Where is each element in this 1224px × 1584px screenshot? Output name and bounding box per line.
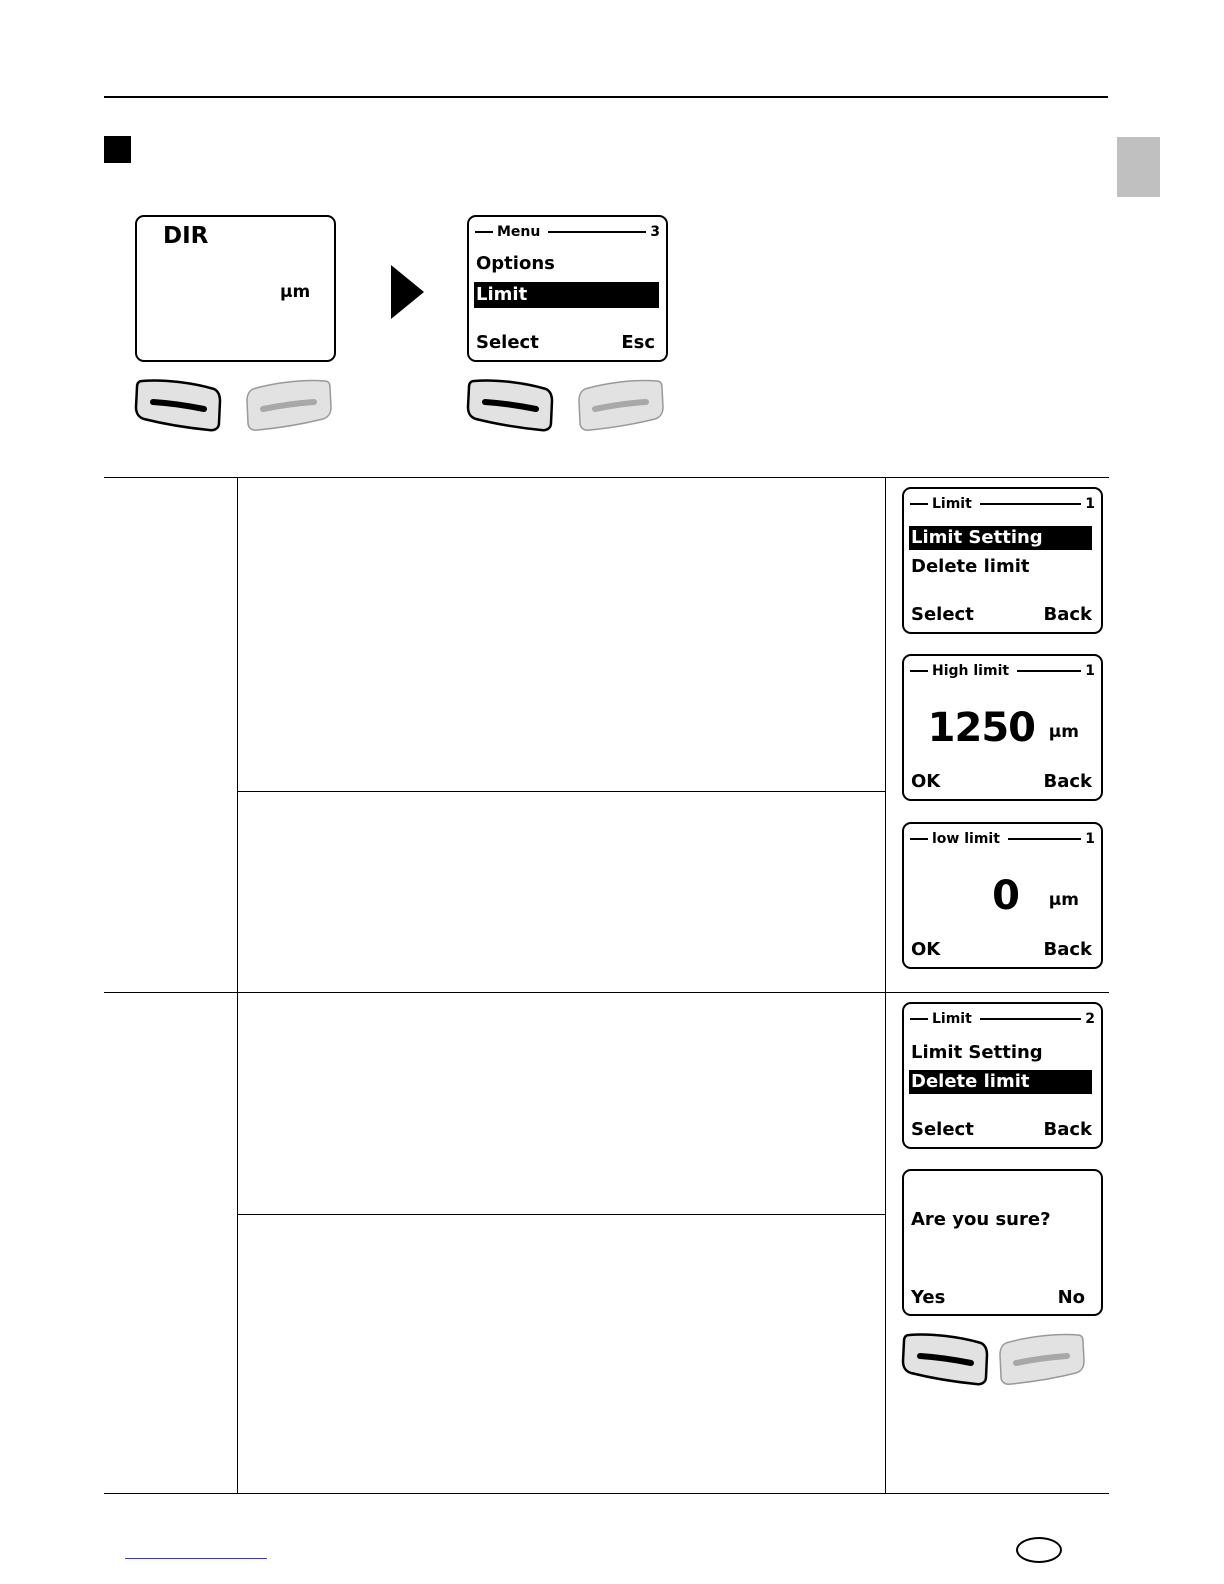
chapter-tab [1117, 137, 1160, 197]
menu-item-delete-limit-selected[interactable]: Delete limit [909, 1070, 1092, 1094]
table-bottom-rule [104, 1493, 1109, 1494]
high-limit-title: High limit [932, 663, 1010, 679]
high-limit-position: 1 [1085, 663, 1095, 679]
low-limit-value[interactable]: 0 [992, 873, 1020, 919]
table-row-split-2 [237, 1214, 885, 1215]
table-col-divider-right [885, 477, 886, 1494]
confirm-question: Are you sure? [911, 1209, 1051, 1230]
table-col-divider-left [237, 477, 238, 1494]
header-rule [104, 96, 1108, 98]
confirm-left-softkey-active[interactable] [901, 1331, 989, 1387]
confirm-right-softkey-inactive[interactable] [998, 1331, 1086, 1387]
high-limit-screen [902, 654, 1103, 801]
menu-item-delete-limit[interactable]: Delete limit [911, 556, 1030, 577]
low-limit-title: low limit [932, 831, 1000, 847]
limit-menu-title: Limit [932, 496, 972, 512]
soft-label-back: Back [1043, 771, 1092, 792]
menu-right-softkey-inactive[interactable] [577, 377, 665, 433]
soft-label-select: Select [911, 1119, 974, 1140]
next-arrow-icon [391, 265, 425, 319]
menu-screen [467, 215, 668, 362]
menu-item-options[interactable]: Options [476, 253, 555, 274]
menu-title: Menu [497, 224, 541, 240]
high-limit-unit: µm [1048, 722, 1079, 742]
soft-label-yes: Yes [911, 1287, 946, 1308]
left-softkey-active[interactable] [134, 377, 222, 433]
soft-label-back: Back [1043, 604, 1092, 625]
limit-menu-title: Limit [932, 1011, 972, 1027]
unit-label: µm [280, 282, 311, 302]
limit-menu-position: 2 [1085, 1011, 1095, 1027]
table-mid-rule [104, 992, 1109, 993]
right-softkey-inactive[interactable] [245, 377, 333, 433]
soft-label-esc: Esc [621, 332, 655, 353]
soft-label-back: Back [1043, 939, 1092, 960]
soft-label-no: No [1057, 1287, 1085, 1308]
confirm-delete-screen [902, 1169, 1103, 1316]
mode-label: DIR [163, 223, 209, 249]
section-marker [104, 136, 131, 163]
soft-label-ok: OK [911, 771, 941, 792]
high-limit-value[interactable]: 1250 [927, 705, 1035, 751]
language-oval-icon [1016, 1537, 1062, 1563]
soft-label-select: Select [911, 604, 974, 625]
main-display-screen [135, 215, 336, 362]
limit-menu-position: 1 [1085, 496, 1095, 512]
low-limit-screen [902, 822, 1103, 969]
limit-menu-screen-2 [902, 1002, 1103, 1149]
low-limit-position: 1 [1085, 831, 1095, 847]
soft-label-select: Select [476, 332, 539, 353]
menu-item-limit-setting[interactable]: Limit Setting [911, 1042, 1043, 1063]
table-top-rule [104, 477, 1109, 478]
table-row-split-1 [237, 791, 885, 792]
menu-item-limit-selected[interactable]: Limit [474, 282, 659, 308]
soft-label-ok: OK [911, 939, 941, 960]
low-limit-unit: µm [1048, 890, 1079, 910]
limit-menu-screen-1 [902, 487, 1103, 634]
menu-item-limit-setting-selected[interactable]: Limit Setting [909, 526, 1092, 550]
soft-label-back: Back [1043, 1119, 1092, 1140]
footer-link-underline[interactable] [125, 1558, 267, 1559]
menu-left-softkey-active[interactable] [466, 377, 554, 433]
menu-position: 3 [650, 224, 660, 240]
